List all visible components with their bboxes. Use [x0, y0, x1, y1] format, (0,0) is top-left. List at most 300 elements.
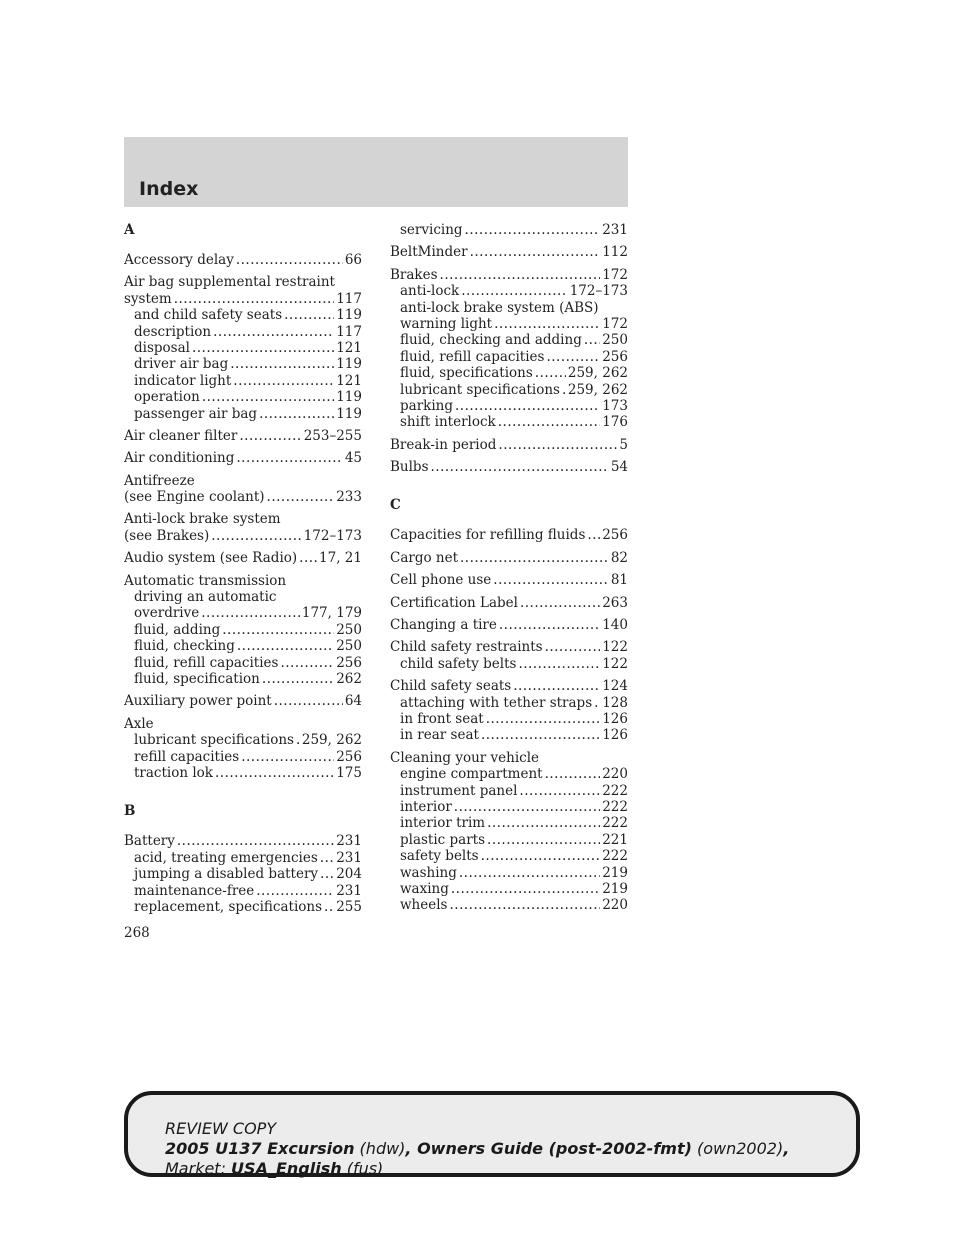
- review-copy-label: REVIEW COPY: [165, 1119, 277, 1138]
- index-entry: [124, 693, 362, 709]
- dot-leader: [535, 365, 566, 381]
- entry-text: Auxiliary power point: [124, 693, 272, 710]
- entry-text: safety belts: [400, 848, 479, 865]
- entry-text: anti-lock: [400, 283, 460, 300]
- index-entry: [124, 511, 362, 544]
- entry-text: BeltMinder: [390, 244, 468, 261]
- dot-leader: [498, 414, 600, 430]
- entry-text: fluid, adding: [134, 621, 221, 638]
- entry-page: 173: [602, 397, 628, 414]
- entry-page: 119: [336, 307, 362, 324]
- index-entry-line: [390, 267, 628, 283]
- index-subentry-line: [124, 605, 362, 621]
- dot-leader: [461, 283, 567, 299]
- entry-text: in rear seat: [400, 727, 479, 744]
- entry-text: (see Brakes): [124, 527, 210, 544]
- index-entry: [390, 595, 628, 611]
- entry-text: washing: [400, 864, 457, 881]
- entry-text: lubricant specifications: [400, 381, 560, 398]
- dot-leader: [262, 671, 334, 687]
- entry-page: 220: [602, 766, 628, 783]
- market-code: (fus): [341, 1159, 384, 1178]
- dot-leader: [460, 550, 609, 566]
- index-subentry-line: [124, 638, 362, 654]
- entry-text: servicing: [400, 222, 463, 238]
- index-entry: [390, 617, 628, 633]
- entry-page: 204: [336, 866, 362, 883]
- entry-page: 66: [344, 252, 362, 268]
- dot-leader: [280, 655, 334, 671]
- dot-leader: [518, 656, 600, 672]
- entry-page: 255: [336, 898, 362, 915]
- index-entry: [390, 244, 628, 260]
- index-entry: [390, 550, 628, 566]
- entry-page: 172: [602, 266, 628, 283]
- entry-text: fluid, specification: [134, 670, 260, 687]
- entry-page: 17, 21: [319, 550, 362, 567]
- index-entry-line: [124, 274, 362, 290]
- dot-leader: [233, 373, 334, 389]
- dot-leader: [449, 897, 600, 913]
- index-subentry-line: [124, 307, 362, 323]
- dot-leader: [498, 437, 617, 453]
- index-entry-line: [124, 291, 362, 307]
- dot-leader: [487, 815, 600, 831]
- entry-text: Cell phone use: [390, 572, 492, 589]
- index-column-right: [390, 222, 628, 920]
- entry-page: 231: [602, 222, 628, 238]
- index-entry: [124, 573, 362, 688]
- index-subentry-line: [390, 799, 628, 815]
- index-subentry-line: [390, 815, 628, 831]
- dot-leader: [296, 732, 300, 748]
- index-entry: [390, 459, 628, 475]
- index-subentry-line: [124, 765, 362, 781]
- entry-text: driver air bag: [134, 356, 229, 373]
- index-entry-line: [124, 473, 362, 489]
- entry-page: 219: [602, 880, 628, 897]
- index-subentry-line: [390, 897, 628, 913]
- index-subentry-line: [124, 850, 362, 866]
- dot-leader: [455, 398, 600, 414]
- entry-text: maintenance-free: [134, 882, 255, 899]
- dot-leader: [487, 832, 600, 848]
- index-entry-line: [124, 489, 362, 505]
- entry-page: 128: [602, 694, 628, 711]
- dot-leader: [284, 307, 334, 323]
- section-letter: A: [124, 222, 135, 238]
- entry-text: instrument panel: [400, 782, 518, 799]
- entry-text: Audio system (see Radio): [124, 550, 298, 567]
- entry-page: 259, 262: [567, 365, 628, 382]
- index-subentry-line: [124, 389, 362, 405]
- entry-page: 82: [610, 549, 628, 566]
- entry-text: Certification Label: [390, 594, 518, 611]
- section-letter: C: [390, 497, 401, 514]
- entry-page: 64: [344, 693, 362, 710]
- index-entry: [390, 527, 628, 543]
- entry-page: 177, 179: [301, 605, 362, 622]
- dot-leader: [470, 244, 601, 260]
- entry-page: 126: [602, 727, 628, 744]
- entry-text: passenger air bag: [134, 405, 258, 422]
- entry-text: Child safety restraints: [390, 639, 543, 656]
- entry-page: 121: [336, 372, 362, 389]
- dot-leader: [594, 695, 600, 711]
- dot-leader: [465, 222, 601, 238]
- entry-text: fluid, refill capacities: [400, 348, 545, 365]
- index-subentry-line: [390, 865, 628, 881]
- dot-leader: [499, 617, 600, 633]
- index-entry-line: [390, 572, 628, 588]
- entry-text: waxing: [400, 880, 449, 897]
- index-entry: [390, 639, 628, 672]
- dot-leader: [215, 765, 334, 781]
- index-subentry-line: [390, 222, 628, 238]
- entry-text: Changing a tire: [390, 617, 497, 634]
- dot-leader: [236, 450, 342, 466]
- dot-leader: [486, 711, 601, 727]
- entry-page: 263: [602, 594, 628, 611]
- dot-leader: [274, 693, 343, 709]
- entry-page: 121: [336, 339, 362, 356]
- dot-leader: [545, 766, 601, 782]
- dot-leader: [454, 799, 600, 815]
- index-entry: [390, 572, 628, 588]
- index-entry: [124, 716, 362, 782]
- entry-page: 119: [336, 405, 362, 422]
- index-subentry-line: [390, 656, 628, 672]
- entry-page: 231: [336, 833, 362, 850]
- dot-leader: [493, 572, 609, 588]
- dot-leader: [513, 678, 600, 694]
- review-copy-market-line: [165, 1159, 789, 1179]
- dot-leader: [584, 332, 600, 348]
- review-copy-model-line: [165, 1139, 789, 1159]
- guide-separator: ,: [405, 1139, 418, 1158]
- entry-text: Cleaning your vehicle: [390, 749, 540, 766]
- index-entry-line: [390, 617, 628, 633]
- entry-page: 221: [602, 831, 628, 848]
- model-name: 2005 U137 Excursion: [165, 1139, 355, 1158]
- entry-text: fluid, refill capacities: [134, 654, 279, 671]
- dot-leader: [256, 883, 334, 899]
- entry-text: fluid, checking and adding: [400, 332, 582, 349]
- dot-leader: [259, 406, 334, 422]
- index-entry: [124, 450, 362, 466]
- index-subentry-line: [124, 732, 362, 748]
- entry-text: Antifreeze: [124, 472, 195, 489]
- entry-text: refill capacities: [134, 748, 240, 765]
- index-subentry-line: [124, 866, 362, 882]
- entry-page: 256: [602, 348, 628, 365]
- entry-text: Air bag supplemental restraint: [124, 274, 335, 291]
- entry-page: 256: [336, 654, 362, 671]
- index-entry-line: [390, 595, 628, 611]
- index-entry-line: [390, 459, 628, 475]
- entry-page: 122: [602, 639, 628, 656]
- index-entry: [124, 252, 362, 268]
- dot-leader: [324, 899, 334, 915]
- index-entry: [390, 678, 628, 744]
- entry-page: 117: [336, 290, 362, 307]
- entry-text: interior: [400, 798, 452, 815]
- entry-text: jumping a disabled battery: [134, 866, 319, 883]
- header-band: [124, 137, 628, 207]
- entry-page: 119: [336, 356, 362, 373]
- dot-leader: [192, 340, 334, 356]
- index-entry-line: [124, 528, 362, 544]
- index-entry-line: [124, 573, 362, 589]
- index-entry-line: [124, 252, 362, 268]
- entry-page: 112: [602, 244, 628, 261]
- entry-text: description: [134, 323, 212, 340]
- dot-leader: [320, 850, 334, 866]
- dot-leader: [177, 833, 334, 849]
- dot-leader: [239, 428, 301, 444]
- page-number: 268: [124, 925, 150, 941]
- index-subentry-line: [390, 300, 628, 316]
- dot-leader: [237, 638, 334, 654]
- entry-page: 250: [336, 638, 362, 655]
- entry-page: 176: [602, 414, 628, 431]
- entry-text: Accessory delay: [124, 252, 234, 268]
- entry-page: 222: [602, 815, 628, 832]
- entry-page: 54: [610, 459, 628, 476]
- dot-leader: [440, 267, 601, 283]
- entry-text: Air conditioning: [124, 450, 235, 467]
- index-entry: [124, 428, 362, 444]
- entry-text: lubricant specifications: [134, 732, 294, 749]
- index-subentry-line: [390, 316, 628, 332]
- dot-leader: [451, 881, 600, 897]
- dot-leader: [459, 865, 600, 881]
- entry-page: 220: [602, 897, 628, 914]
- entry-text: Capacities for refilling fluids: [390, 527, 586, 544]
- entry-text: Air cleaner filter: [124, 427, 238, 444]
- entry-page: 222: [602, 798, 628, 815]
- entry-text: wheels: [400, 897, 448, 914]
- entry-text: acid, treating emergencies: [134, 849, 318, 866]
- entry-page: 219: [602, 864, 628, 881]
- dot-leader: [230, 356, 334, 372]
- index-subentry-line: [390, 332, 628, 348]
- index-subentry-line: [390, 695, 628, 711]
- section-letter: B: [124, 803, 136, 820]
- index-entry-line: [390, 750, 628, 766]
- entry-text: warning light: [400, 315, 493, 332]
- entry-page: 222: [602, 782, 628, 799]
- index-subentry-line: [124, 340, 362, 356]
- review-copy-text: [165, 1119, 789, 1179]
- index-entry: [390, 750, 628, 914]
- dot-leader: [546, 349, 600, 365]
- dot-leader: [481, 727, 600, 743]
- index-entry-line: [390, 550, 628, 566]
- entry-page: 45: [344, 450, 362, 467]
- index-entry-line: [124, 716, 362, 732]
- index-subentry-line: [124, 899, 362, 915]
- index-entry-line: [124, 693, 362, 709]
- dot-leader: [520, 595, 600, 611]
- entry-text: and child safety seats: [134, 307, 283, 324]
- entry-page: 250: [602, 332, 628, 349]
- index-subentry-line: [124, 373, 362, 389]
- entry-page: 231: [336, 849, 362, 866]
- index-subentry-line: [390, 766, 628, 782]
- guide-end: ,: [783, 1139, 790, 1158]
- entry-page: 119: [336, 389, 362, 406]
- entry-text: child safety belts: [400, 655, 517, 672]
- dot-leader: [213, 324, 334, 340]
- entry-page: 122: [602, 655, 628, 672]
- entry-text: Anti-lock brake system: [124, 511, 281, 528]
- entry-page: 233: [336, 489, 362, 506]
- index-subentry-line: [390, 283, 628, 299]
- entry-page: 172–173: [303, 527, 362, 544]
- entry-text: Child safety seats: [390, 678, 512, 695]
- entry-page: 256: [602, 527, 628, 544]
- entry-page: 262: [336, 670, 362, 687]
- dot-leader: [587, 527, 600, 543]
- index-subentry-line: [390, 382, 628, 398]
- dot-leader: [562, 382, 566, 398]
- entry-page: 172: [602, 315, 628, 332]
- index-entry: [390, 267, 628, 431]
- guide-name: Owners Guide (post-2002-fmt): [417, 1139, 692, 1158]
- index-subentry-line: [124, 622, 362, 638]
- dot-leader: [431, 459, 609, 475]
- index-subentry-line: [390, 881, 628, 897]
- dot-leader: [241, 749, 334, 765]
- index-subentry-line: [124, 356, 362, 372]
- index-entry-line: [390, 678, 628, 694]
- entry-page: 253–255: [303, 427, 362, 444]
- entry-text: interior trim: [400, 815, 486, 832]
- dot-leader: [222, 622, 334, 638]
- index-subentry-line: [124, 406, 362, 422]
- index-entry-line: [124, 833, 362, 849]
- index-subentry-line: [390, 365, 628, 381]
- index-entry-line: [124, 511, 362, 527]
- index-subentry-line: [124, 749, 362, 765]
- entry-text: system: [124, 290, 172, 307]
- index-entry: [390, 222, 628, 238]
- index-entry: [124, 274, 362, 422]
- entry-text: Battery: [124, 833, 175, 850]
- entry-text: operation: [134, 389, 200, 406]
- review-copy-box: [124, 1091, 860, 1177]
- entry-text: disposal: [134, 339, 190, 356]
- index-subentry-line: [390, 832, 628, 848]
- index-subentry-line: [390, 398, 628, 414]
- entry-text: Axle: [124, 715, 154, 732]
- dot-leader: [299, 550, 317, 566]
- index-subentry-line: [390, 783, 628, 799]
- entry-page: 5: [619, 436, 628, 453]
- dot-leader: [236, 252, 343, 268]
- entry-text: traction lok: [134, 764, 213, 781]
- page-title: Index: [139, 178, 199, 200]
- dot-leader: [211, 528, 301, 544]
- index-subentry-line: [124, 671, 362, 687]
- index-subentry-line: [124, 589, 362, 605]
- entry-text: overdrive: [134, 605, 200, 622]
- index-column-left: [124, 222, 362, 921]
- entry-text: driving an automatic: [134, 589, 277, 606]
- entry-text: engine compartment: [400, 766, 543, 783]
- entry-page: 231: [336, 882, 362, 899]
- entry-text: fluid, checking: [134, 638, 235, 655]
- entry-page: 81: [610, 572, 628, 589]
- index-subentry-line: [390, 414, 628, 430]
- entry-text: attaching with tether straps: [400, 694, 593, 711]
- index-subentry-line: [390, 727, 628, 743]
- dot-leader: [174, 291, 335, 307]
- dot-leader: [201, 605, 300, 621]
- entry-text: Bulbs: [390, 459, 429, 476]
- index-subentry-line: [390, 711, 628, 727]
- entry-page: 117: [336, 323, 362, 340]
- entry-page: 172–173: [569, 283, 628, 300]
- entry-text: shift interlock: [400, 414, 496, 431]
- market-name: USA_English: [231, 1159, 342, 1178]
- entry-page: 140: [602, 617, 628, 634]
- entry-text: replacement, specifications: [134, 898, 323, 915]
- entry-text: fluid, specifications: [400, 365, 533, 382]
- entry-text: Break-in period: [390, 436, 497, 453]
- index-entry: [124, 550, 362, 566]
- dot-leader: [494, 316, 600, 332]
- model-code: (hdw): [354, 1139, 406, 1158]
- index-entry-line: [390, 527, 628, 543]
- index-subentry-line: [124, 655, 362, 671]
- dot-leader: [320, 866, 334, 882]
- index-entry-line: [124, 428, 362, 444]
- dot-leader: [267, 489, 335, 505]
- entry-text: plastic parts: [400, 831, 486, 848]
- index-entry: [390, 437, 628, 453]
- index-entry: [124, 833, 362, 915]
- entry-page: 259, 262: [301, 732, 362, 749]
- index-entry-line: [390, 244, 628, 260]
- index-entry: [124, 473, 362, 506]
- entry-text: parking: [400, 397, 453, 414]
- index-entry-line: [390, 437, 628, 453]
- dot-leader: [481, 848, 601, 864]
- market-label: Market:: [165, 1159, 232, 1178]
- index-entry-line: [124, 450, 362, 466]
- entry-page: 175: [336, 764, 362, 781]
- entry-text: Automatic transmission: [124, 572, 287, 589]
- index-subentry-line: [390, 848, 628, 864]
- dot-leader: [519, 783, 600, 799]
- guide-code: (own2002): [691, 1139, 784, 1158]
- index-subentry-line: [390, 349, 628, 365]
- entry-page: 126: [602, 710, 628, 727]
- entry-text: Cargo net: [390, 549, 459, 566]
- index-subentry-line: [124, 883, 362, 899]
- entry-page: 222: [602, 848, 628, 865]
- index-subentry-line: [124, 324, 362, 340]
- entry-page: 124: [602, 678, 628, 695]
- entry-text: Brakes: [390, 266, 438, 283]
- index-entry-line: [390, 639, 628, 655]
- entry-page: 256: [336, 748, 362, 765]
- entry-page: 259, 262: [567, 381, 628, 398]
- entry-text: anti-lock brake system (ABS): [400, 299, 599, 316]
- entry-page: 250: [336, 621, 362, 638]
